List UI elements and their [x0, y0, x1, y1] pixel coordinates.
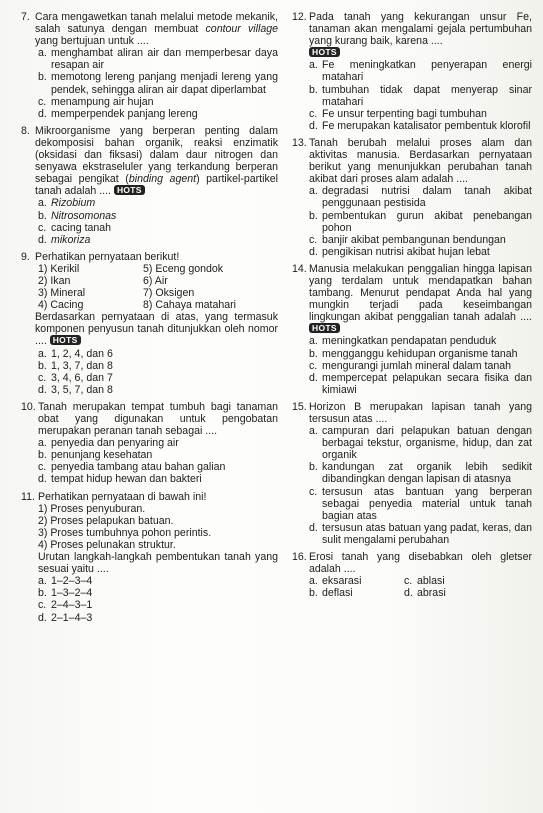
option-c[interactable]: c. 3, 4, 6, dan 7	[38, 371, 113, 384]
option-a[interactable]: a. degradasi nutrisi dalam tanah akibat penggunaan pestisida	[309, 185, 532, 210]
option-c[interactable]: c. 2–4–3–1	[38, 599, 93, 612]
question-text: Pada tanah yang kekurangan unsur Fe, tanaman akan mengalami gejala pertumbuhan yang kurang baik, karena ....	[309, 11, 532, 48]
question-text: Cara mengawetkan tanah melalui metode mekanik, salah satunya dengan membuat contour village yang bertujuan untuk ....	[35, 11, 279, 48]
question-text-2: Berdasarkan pernyataan di atas, yang termasuk komponen penyusun tanah ditunjukkan oleh nomor .... HOTS	[35, 311, 278, 348]
statement-item: 3) Mineral	[38, 287, 86, 300]
option-c[interactable]: c. Fe unsur terpenting bagi tumbuhan	[309, 107, 487, 120]
question-number: 9.	[21, 250, 30, 263]
option-c[interactable]: c. banjir akibat pembangunan bendungan	[309, 233, 506, 246]
question-13	[292, 137, 532, 258]
option-b[interactable]: b. Nitrosomonas	[38, 209, 117, 222]
option-a[interactable]: a. eksarasi	[309, 575, 362, 588]
statement-item: 1) Proses penyuburan.	[38, 502, 146, 515]
left-column	[21, 11, 278, 629]
statement-list	[38, 503, 278, 551]
option-d[interactable]: d. 2–1–4–3	[38, 611, 93, 624]
statement-item: 7) Oksigen	[143, 287, 195, 300]
question-number: 8.	[21, 124, 30, 137]
option-a[interactable]: a. meningkatkan pendapatan penduduk	[309, 335, 497, 348]
option-d[interactable]: d. tersusun atas batuan yang padat, keras, dan sulit mengalami perubahan	[309, 521, 532, 546]
option-grid	[292, 575, 532, 599]
option-d[interactable]: d. mikoriza	[38, 233, 91, 246]
question-number: 7.	[21, 11, 30, 23]
question-15	[292, 401, 532, 546]
option-b[interactable]: b. memotong lereng panjang menjadi lereng yang pendek, sehingga aliran air dapat diperlambat	[38, 71, 278, 96]
right-column	[292, 11, 532, 604]
question-12	[292, 11, 532, 132]
option-b[interactable]: b. 1–3–2–4	[38, 587, 93, 600]
option-d[interactable]: d. tempat hidup hewan dan bakteri	[38, 473, 202, 486]
question-number: 10.	[21, 400, 36, 413]
statement-item: 2) Ikan	[38, 274, 71, 287]
question-text: Perhatikan pernyataan berikut!	[35, 250, 180, 263]
option-c[interactable]: c. mengurangi jumlah mineral dalam tanah	[309, 359, 512, 372]
option-d[interactable]: d. memperpendek panjang lereng	[38, 107, 198, 120]
option-a[interactable]: a. Fe meningkatkan penyerapan energi matahari	[309, 59, 532, 84]
statement-list	[38, 263, 278, 311]
question-number: 16.	[292, 551, 307, 564]
statement-item: 5) Eceng gondok	[143, 262, 224, 275]
option-c[interactable]: c. cacing tanah	[38, 221, 112, 234]
question-text-2: Urutan langkah-langkah pembentukan tanah yang sesuai yaitu ....	[38, 551, 278, 576]
question-9	[21, 251, 278, 396]
option-d[interactable]: d. mempercepat pelapukan secara fisika dan kimiawi	[309, 371, 532, 396]
question-number: 12.	[292, 11, 307, 23]
question-text: Perhatikan pernyataan di bawah ini!	[38, 490, 207, 503]
hots-badge: HOTS	[309, 323, 340, 333]
hots-badge: HOTS	[114, 185, 145, 195]
option-c[interactable]: c. tersusun atas bantuan yang berperan sebagai penyedia material untuk tanah bagian atas	[309, 485, 532, 522]
question-10	[21, 401, 278, 486]
question-16	[292, 551, 532, 599]
option-a[interactable]: a. 1, 2, 4, dan 6	[38, 347, 113, 360]
option-a[interactable]: a. campuran dari pelapukan batuan dengan berbagai tekstur, organisme, hidup, dan zat organik	[309, 425, 532, 462]
question-8	[21, 125, 278, 246]
option-b[interactable]: b. kandungan zat organik lebih sedikit dibandingkan dengan lapisan di atasnya	[309, 461, 532, 486]
question-7	[21, 11, 278, 120]
option-b[interactable]: b. tumbuhan tidak dapat menyerap sinar matahari	[309, 83, 532, 108]
option-d[interactable]: d. Fe merupakan katalisator pembentuk klorofil	[309, 119, 531, 132]
option-b[interactable]: b. pembentukan gurun akibat penebangan pohon	[309, 209, 532, 234]
option-b[interactable]: b. penunjang kesehatan	[38, 449, 153, 462]
option-c[interactable]: c. penyedia tambang atau bahan galian	[38, 461, 226, 474]
option-a[interactable]: a. penyedia dan penyaring air	[38, 437, 179, 450]
question-number: 13.	[292, 136, 307, 149]
question-number: 15.	[292, 400, 307, 413]
option-c[interactable]: c. ablasi	[404, 575, 445, 588]
statement-item: 4) Cacing	[38, 299, 84, 312]
question-text: Horizon B merupakan lapisan tanah yang tersusun atas ....	[309, 400, 532, 425]
question-number: 11.	[21, 490, 35, 503]
question-text: Manusia melakukan penggalian hingga lapisan yang terdalam untuk mendapatkan bahan tambang. Menurut pendapat Anda hal yang mungkin terjadi pada keseimbangan lingkungan akibat penggalian tanah adalah .... HOTS	[309, 262, 532, 334]
option-a[interactable]: a. 1–2–3–4	[38, 575, 93, 588]
question-text: Erosi tanah yang disebabkan oleh gletser adalah ....	[309, 551, 532, 576]
option-c[interactable]: c. menampung air hujan	[38, 95, 154, 108]
option-d[interactable]: d. abrasi	[404, 587, 446, 600]
statement-item: 8) Cahaya matahari	[143, 299, 237, 312]
option-a[interactable]: a. menghambat aliran air dan memperbesar daya resapan air	[38, 47, 278, 72]
hots-badge: HOTS	[50, 335, 81, 345]
statement-item: 3) Proses tumbuhnya pohon perintis.	[38, 526, 212, 539]
statement-item: 1) Kerikil	[38, 262, 80, 275]
option-d[interactable]: d. pengikisan nutrisi akibat hujan lebat	[309, 245, 490, 258]
question-11	[21, 491, 278, 624]
hots-badge: HOTS	[309, 47, 340, 57]
option-b[interactable]: b. deflasi	[309, 587, 353, 600]
question-text: Tanah berubah melalui proses alam dan aktivitas manusia. Berdasarkan pernyataan berikut yang menunjukkan perubahan tanah akibat dari proses alam adalah ....	[309, 136, 532, 186]
question-text: Tanah merupakan tempat tumbuh bagi tanaman obat yang digunakan untuk pengobatan merupakan peranan tanah sebagai ....	[38, 400, 278, 438]
statement-item: 2) Proses pelapukan batuan.	[38, 514, 174, 527]
statement-item: 4) Proses pelunakan struktur.	[38, 538, 176, 551]
statement-item: 6) Air	[143, 274, 168, 287]
question-text: Mikroorganisme yang berperan penting dalam dekomposisi bahan organik, reaksi enzimatik (oksidasi dan fiksasi) dalam daur nitrogen dan senyawa ekstraseluler yang terkandung berperan sebagai pengikat (binding agent) partikel-partikel tanah adalah .... HOTS	[35, 124, 278, 198]
question-number: 14.	[292, 262, 307, 275]
question-14	[292, 263, 532, 396]
option-a[interactable]: a. Rizobium	[38, 197, 96, 210]
option-b[interactable]: b. mengganggu kehidupan organisme tanah	[309, 347, 518, 360]
option-d[interactable]: d. 3, 5, 7, dan 8	[38, 383, 113, 396]
option-b[interactable]: b. 1, 3, 7, dan 8	[38, 359, 113, 372]
